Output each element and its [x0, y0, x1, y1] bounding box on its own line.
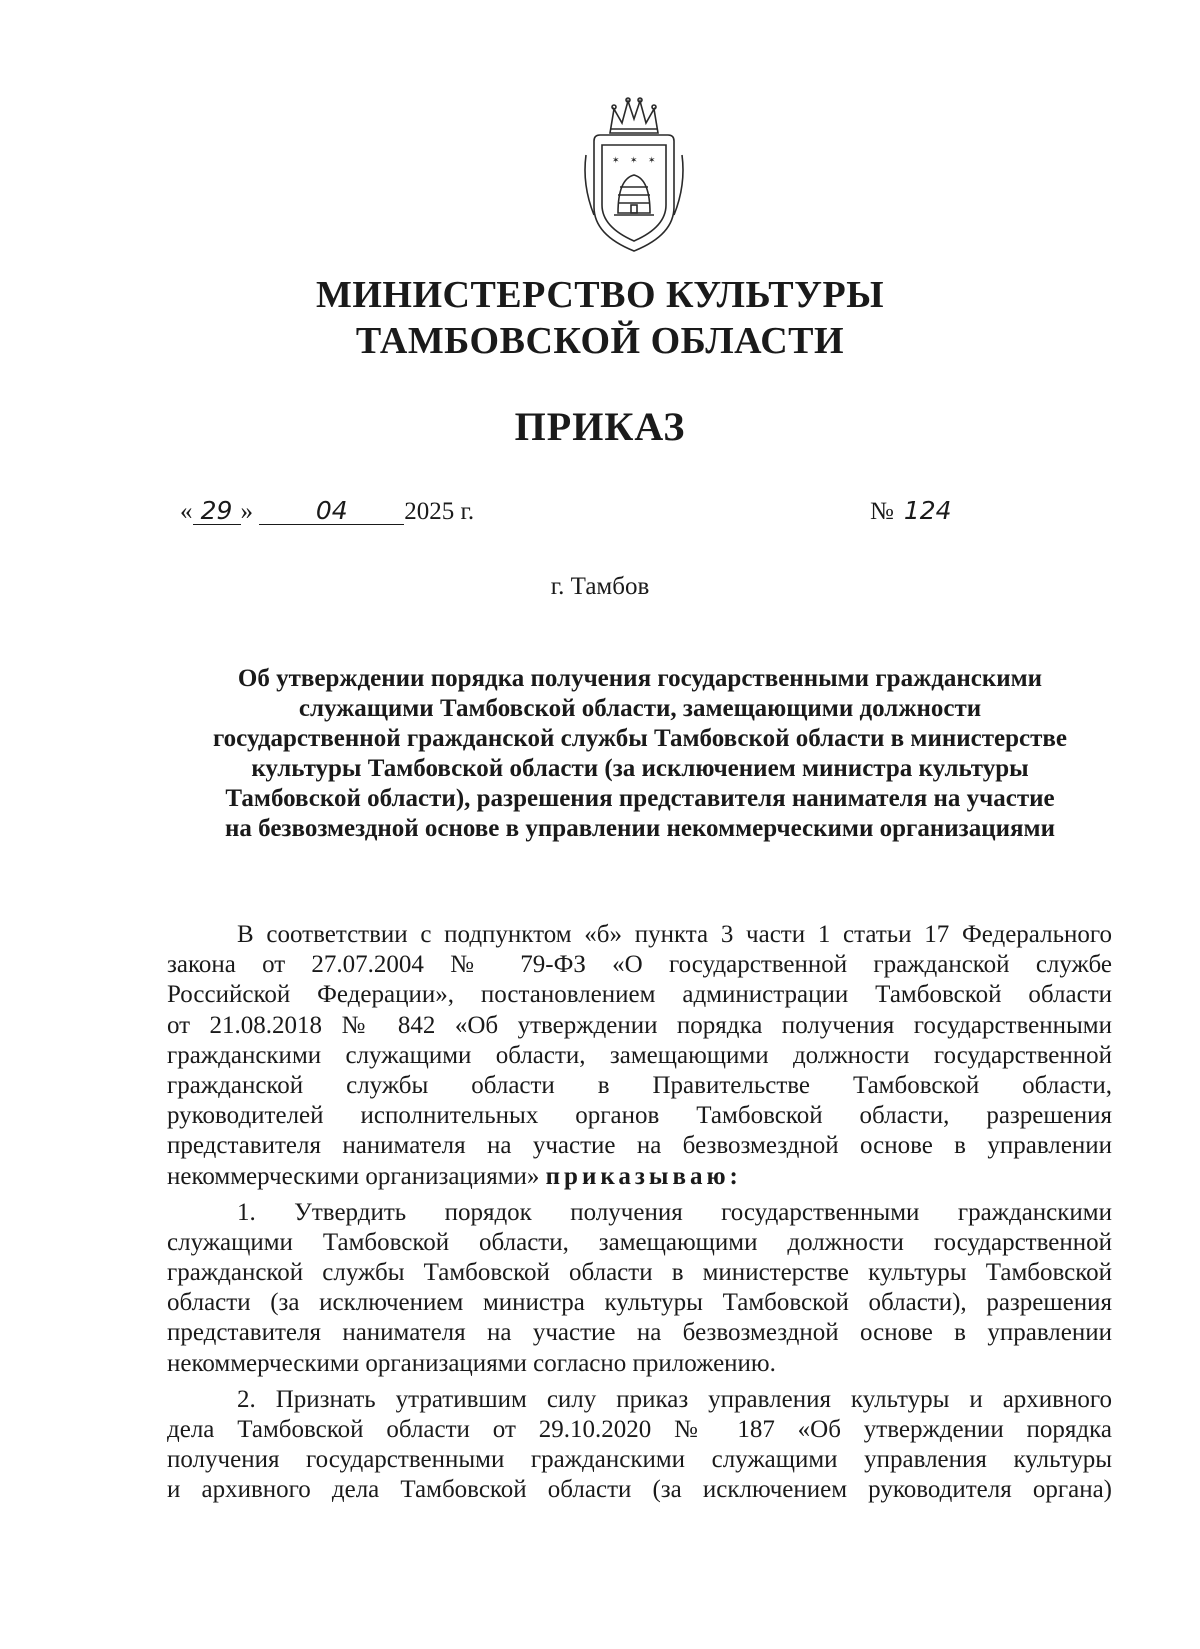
order-date	[180, 498, 474, 525]
order-body	[167, 920, 1112, 1506]
preamble-line: гражданской службы области в Правительстве Тамбовской области,	[167, 1071, 1112, 1099]
svg-text:✶: ✶	[630, 156, 638, 166]
svg-text:✶: ✶	[648, 156, 656, 166]
subject-line: культуры Тамбовской области (за исключением министра культуры	[251, 755, 1029, 782]
preamble-line: закона от 27.07.2004 № 79-ФЗ «О государственной гражданской службе	[167, 951, 1112, 979]
document-type-title: ПРИКАЗ	[514, 404, 686, 449]
item-1-paragraph	[167, 1198, 1112, 1379]
preamble-line: представителя нанимателя на участие на безвозмездной основе в управлении	[167, 1132, 1112, 1160]
subject-line: Об утверждении порядка получения государственными гражданскими	[237, 665, 1043, 692]
preamble-line: от 21.08.2018 № 842 «Об утверждении порядка получения государственными	[167, 1011, 1112, 1039]
ministry-name-line2: ТАМБОВСКОЙ ОБЛАСТИ	[355, 320, 845, 362]
item-1-line: некоммерческими организациями согласно приложению.	[167, 1349, 776, 1377]
order-number	[870, 498, 952, 524]
date-month: 04	[259, 498, 404, 525]
svg-text:✶: ✶	[612, 156, 620, 166]
preamble-line: руководителей исполнительных органов Тамбовской области, разрешения	[167, 1102, 1112, 1130]
item-2-line: дела Тамбовской области от 29.10.2020 № 187 «Об утверждении порядка	[167, 1416, 1112, 1443]
item-1-line: служащими Тамбовской области, замещающими должности государственной	[167, 1228, 1112, 1256]
date-day: 29	[193, 498, 241, 525]
preamble-last-text: некоммерческими организациями»	[167, 1162, 546, 1190]
subject-line: на безвозмездной основе в управлении некоммерческими организациями	[225, 815, 1055, 842]
preamble-line: Российской Федерации», постановлением администрации Тамбовской области	[167, 981, 1112, 1009]
item-1-line: представителя нанимателя на участие на безвозмездной основе в управлении	[167, 1319, 1112, 1347]
order-number-value: 124	[903, 496, 952, 525]
preamble-line: В соответствии с подпунктом «б» пункта 3 части 1 статьи 17 Федерального	[237, 921, 1112, 948]
item-2-line: получения государственными гражданскими служащими управления культуры	[167, 1446, 1112, 1474]
item-1-line: области (за исключением министра культуры Тамбовской области), разрешения	[167, 1289, 1112, 1317]
item-2-paragraph	[167, 1385, 1112, 1506]
ministry-name-line1: МИНИСТЕРСТВО КУЛЬТУРЫ	[315, 274, 885, 316]
subject-line: служащими Тамбовской области, замещающими должности	[298, 695, 982, 722]
preamble-last-line	[167, 1162, 1112, 1192]
date-open-quote: «	[180, 498, 193, 525]
order-number-label: №	[870, 498, 894, 525]
item-1-line: гражданской службы Тамбовской области в министерстве культуры Тамбовской	[167, 1259, 1112, 1287]
order-subject-heading	[160, 664, 1120, 844]
item-2-line: 2. Признать утратившим силу приказ управления культуры и архивного	[237, 1385, 1112, 1413]
date-year: 2025 г.	[404, 498, 475, 525]
order-word: приказываю:	[545, 1162, 742, 1190]
item-1-line: 1. Утвердить порядок получения государственными гражданскими	[237, 1198, 1112, 1226]
subject-line: государственной гражданской службы Тамбовской области в министерстве	[212, 725, 1068, 752]
preamble-paragraph	[167, 920, 1112, 1192]
preamble-line: гражданскими служащими области, замещающими должности государственной	[167, 1041, 1112, 1069]
document-city: г. Тамбов	[550, 573, 650, 600]
coat-of-arms-icon	[580, 95, 688, 255]
subject-line: Тамбовской области), разрешения представителя нанимателя на участие	[225, 785, 1055, 812]
date-close-quote: »	[240, 498, 253, 525]
item-2-line: и архивного дела Тамбовской области (за исключением руководителя органа)	[167, 1476, 1112, 1504]
